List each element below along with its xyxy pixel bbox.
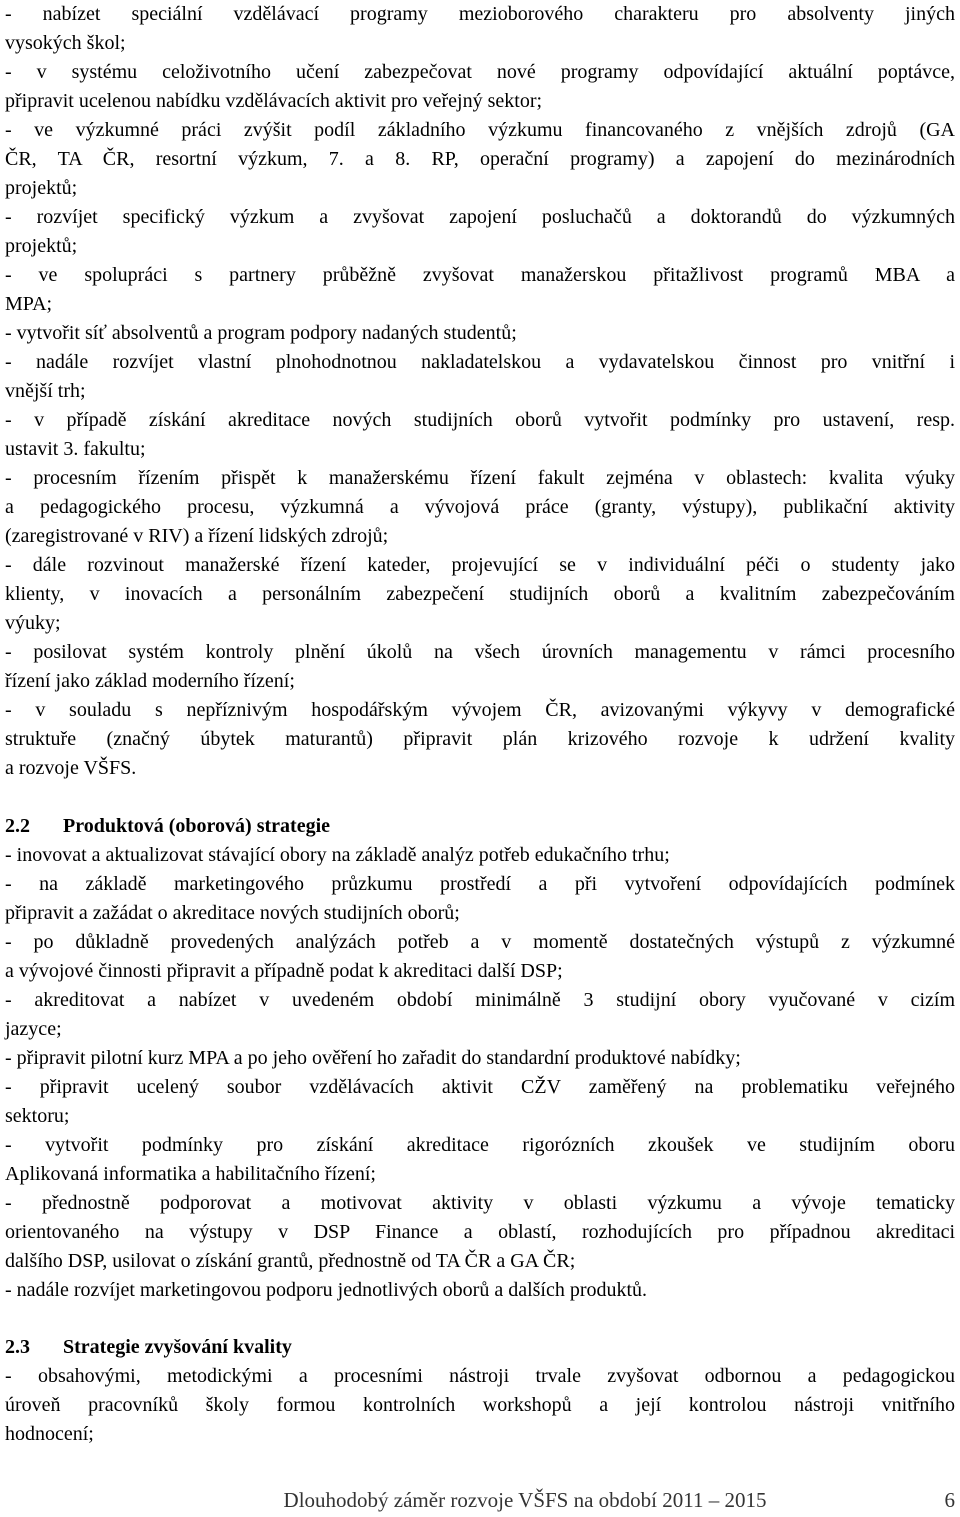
text-line: (zaregistrované v RIV) a řízení lidských zdrojů; bbox=[5, 525, 389, 547]
text-line: - po důkladně provedených analýzách potřeb a v momentě dostatečných výstupů z výzkumné bbox=[5, 931, 955, 953]
section-2-3-heading bbox=[5, 1333, 955, 1362]
text-line: a pedagogického procesu, výzkumná a vývojová práce (granty, výstupy), publikační aktivity bbox=[5, 496, 955, 518]
text-line: vnější trh; bbox=[5, 380, 86, 402]
strategy-list-continued bbox=[5, 0, 955, 783]
section-number: 2.2 bbox=[5, 815, 30, 837]
section-title: Strategie zvyšování kvality bbox=[63, 1336, 292, 1358]
text-line: jazyce; bbox=[5, 1018, 62, 1040]
product-strategy-list bbox=[5, 841, 955, 1305]
text-line: - ve spolupráci s partnery průběžně zvyšovat manažerskou přitažlivost programů MBA a bbox=[5, 264, 955, 286]
text-line: dalšího DSP, usilovat o získání grantů, přednostně od TA ČR a GA ČR; bbox=[5, 1250, 576, 1272]
text-line: a vývojové činnosti připravit a případně podat k akreditaci další DSP; bbox=[5, 960, 563, 982]
text-line: - obsahovými, metodickými a procesními nástroji trvale zvyšovat odbornou a pedagogickou bbox=[5, 1365, 955, 1387]
text-line: Aplikovaná informatika a habilitačního řízení; bbox=[5, 1163, 376, 1185]
section-title: Produktová (oborová) strategie bbox=[63, 815, 331, 837]
text-line: - v systému celoživotního učení zabezpečovat nové programy odpovídající aktuální poptávce, bbox=[5, 61, 955, 83]
section-2-2-heading bbox=[5, 812, 955, 841]
text-line: - akreditovat a nabízet v uvedeném období minimálně 3 studijní obory vyučované v cizím bbox=[5, 989, 955, 1011]
text-line: a rozvoje VŠFS. bbox=[5, 757, 137, 779]
text-line: - v souladu s nepříznivým hospodářským vývojem ČR, avizovanými výkyvy v demografické bbox=[5, 699, 955, 721]
text-line: řízení jako základ moderního řízení; bbox=[5, 670, 295, 692]
text-line: ustavit 3. fakultu; bbox=[5, 438, 146, 460]
text-line: - nadále rozvíjet vlastní plnohodnotnou nakladatelskou a vydavatelskou činnost pro vnitřní i bbox=[5, 351, 955, 373]
text-line: - nabízet speciální vzdělávací programy mezioborového charakteru pro absolventy jiných bbox=[5, 3, 955, 25]
text-line: - vytvořit podmínky pro získání akreditace rigorózních zkoušek ve studijním oboru bbox=[5, 1134, 955, 1156]
text-line: - připravit pilotní kurz MPA a po jeho ověření ho zařadit do standardní produktové nabídky; bbox=[5, 1047, 741, 1069]
text-line: projektů; bbox=[5, 235, 78, 257]
text-line: - dále rozvinout manažerské řízení kateder, projevující se v individuální péči o studenty jako bbox=[5, 554, 955, 576]
text-line: - posilovat systém kontroly plnění úkolů na všech úrovních managementu v rámci procesního bbox=[5, 641, 955, 663]
text-line: sektoru; bbox=[5, 1105, 70, 1127]
footer-title: Dlouhodobý záměr rozvoje VŠFS na období 2011 – 2015 bbox=[283, 1488, 767, 1512]
text-line: hodnocení; bbox=[5, 1423, 94, 1445]
text-line: připravit ucelenou nabídku vzdělávacích aktivit pro veřejný sektor; bbox=[5, 90, 543, 112]
text-line: klienty, v inovacích a personálním zabezpečení studijních oborů a kvalitním zabezpečováním bbox=[5, 583, 955, 605]
text-line: ČR, TA ČR, resortní výzkum, 7. a 8. RP, operační programy) a zapojení do mezinárodních bbox=[5, 148, 955, 170]
section-number: 2.3 bbox=[5, 1336, 30, 1358]
page-number: 6 bbox=[944, 1488, 955, 1512]
text-line: - procesním řízením přispět k manažerskému řízení fakult zejména v oblastech: kvalita výuky bbox=[5, 467, 955, 489]
text-line: vysokých škol; bbox=[5, 32, 126, 54]
text-line: orientovaného na výstupy v DSP Finance a oblastí, rozhodujících pro případnou akreditaci bbox=[5, 1221, 955, 1243]
text-line: výuky; bbox=[5, 612, 61, 634]
text-line: - vytvořit síť absolventů a program podpory nadaných studentů; bbox=[5, 322, 517, 344]
text-line: - rozvíjet specifický výzkum a zvyšovat zapojení posluchačů a doktorandů do výzkumných bbox=[5, 206, 955, 228]
text-line: - v případě získání akreditace nových studijních oborů vytvořit podmínky pro ustavení, resp. bbox=[5, 409, 955, 431]
text-line: připravit a zažádat o akreditace nových studijních oborů; bbox=[5, 902, 460, 924]
text-line: - připravit ucelený soubor vzdělávacích aktivit CŽV zaměřený na problematiku veřejného bbox=[5, 1076, 955, 1098]
quality-strategy-list bbox=[5, 1362, 955, 1449]
text-line: - nadále rozvíjet marketingovou podporu jednotlivých oborů a dalších produktů. bbox=[5, 1279, 648, 1301]
text-line: úroveň pracovníků školy formou kontrolních workshopů a její kontrolou nástroji vnitřního bbox=[5, 1394, 955, 1416]
text-line: - na základě marketingového průzkumu prostředí a při vytvoření odpovídajících podmínek bbox=[5, 873, 955, 895]
text-line: struktuře (značný úbytek maturantů) připravit plán krizového rozvoje k udržení kvality bbox=[5, 728, 955, 750]
text-line: - přednostně podporovat a motivovat aktivity v oblasti výzkumu a vývoje tematicky bbox=[5, 1192, 955, 1214]
text-line: - inovovat a aktualizovat stávající obory na základě analýz potřeb edukačního trhu; bbox=[5, 844, 670, 866]
page-footer bbox=[0, 1488, 955, 1513]
text-line: MPA; bbox=[5, 293, 53, 315]
text-line: - ve výzkumné práci zvýšit podíl základního výzkumu financovaného z vnějších zdrojů (GA bbox=[5, 119, 955, 141]
text-line: projektů; bbox=[5, 177, 78, 199]
